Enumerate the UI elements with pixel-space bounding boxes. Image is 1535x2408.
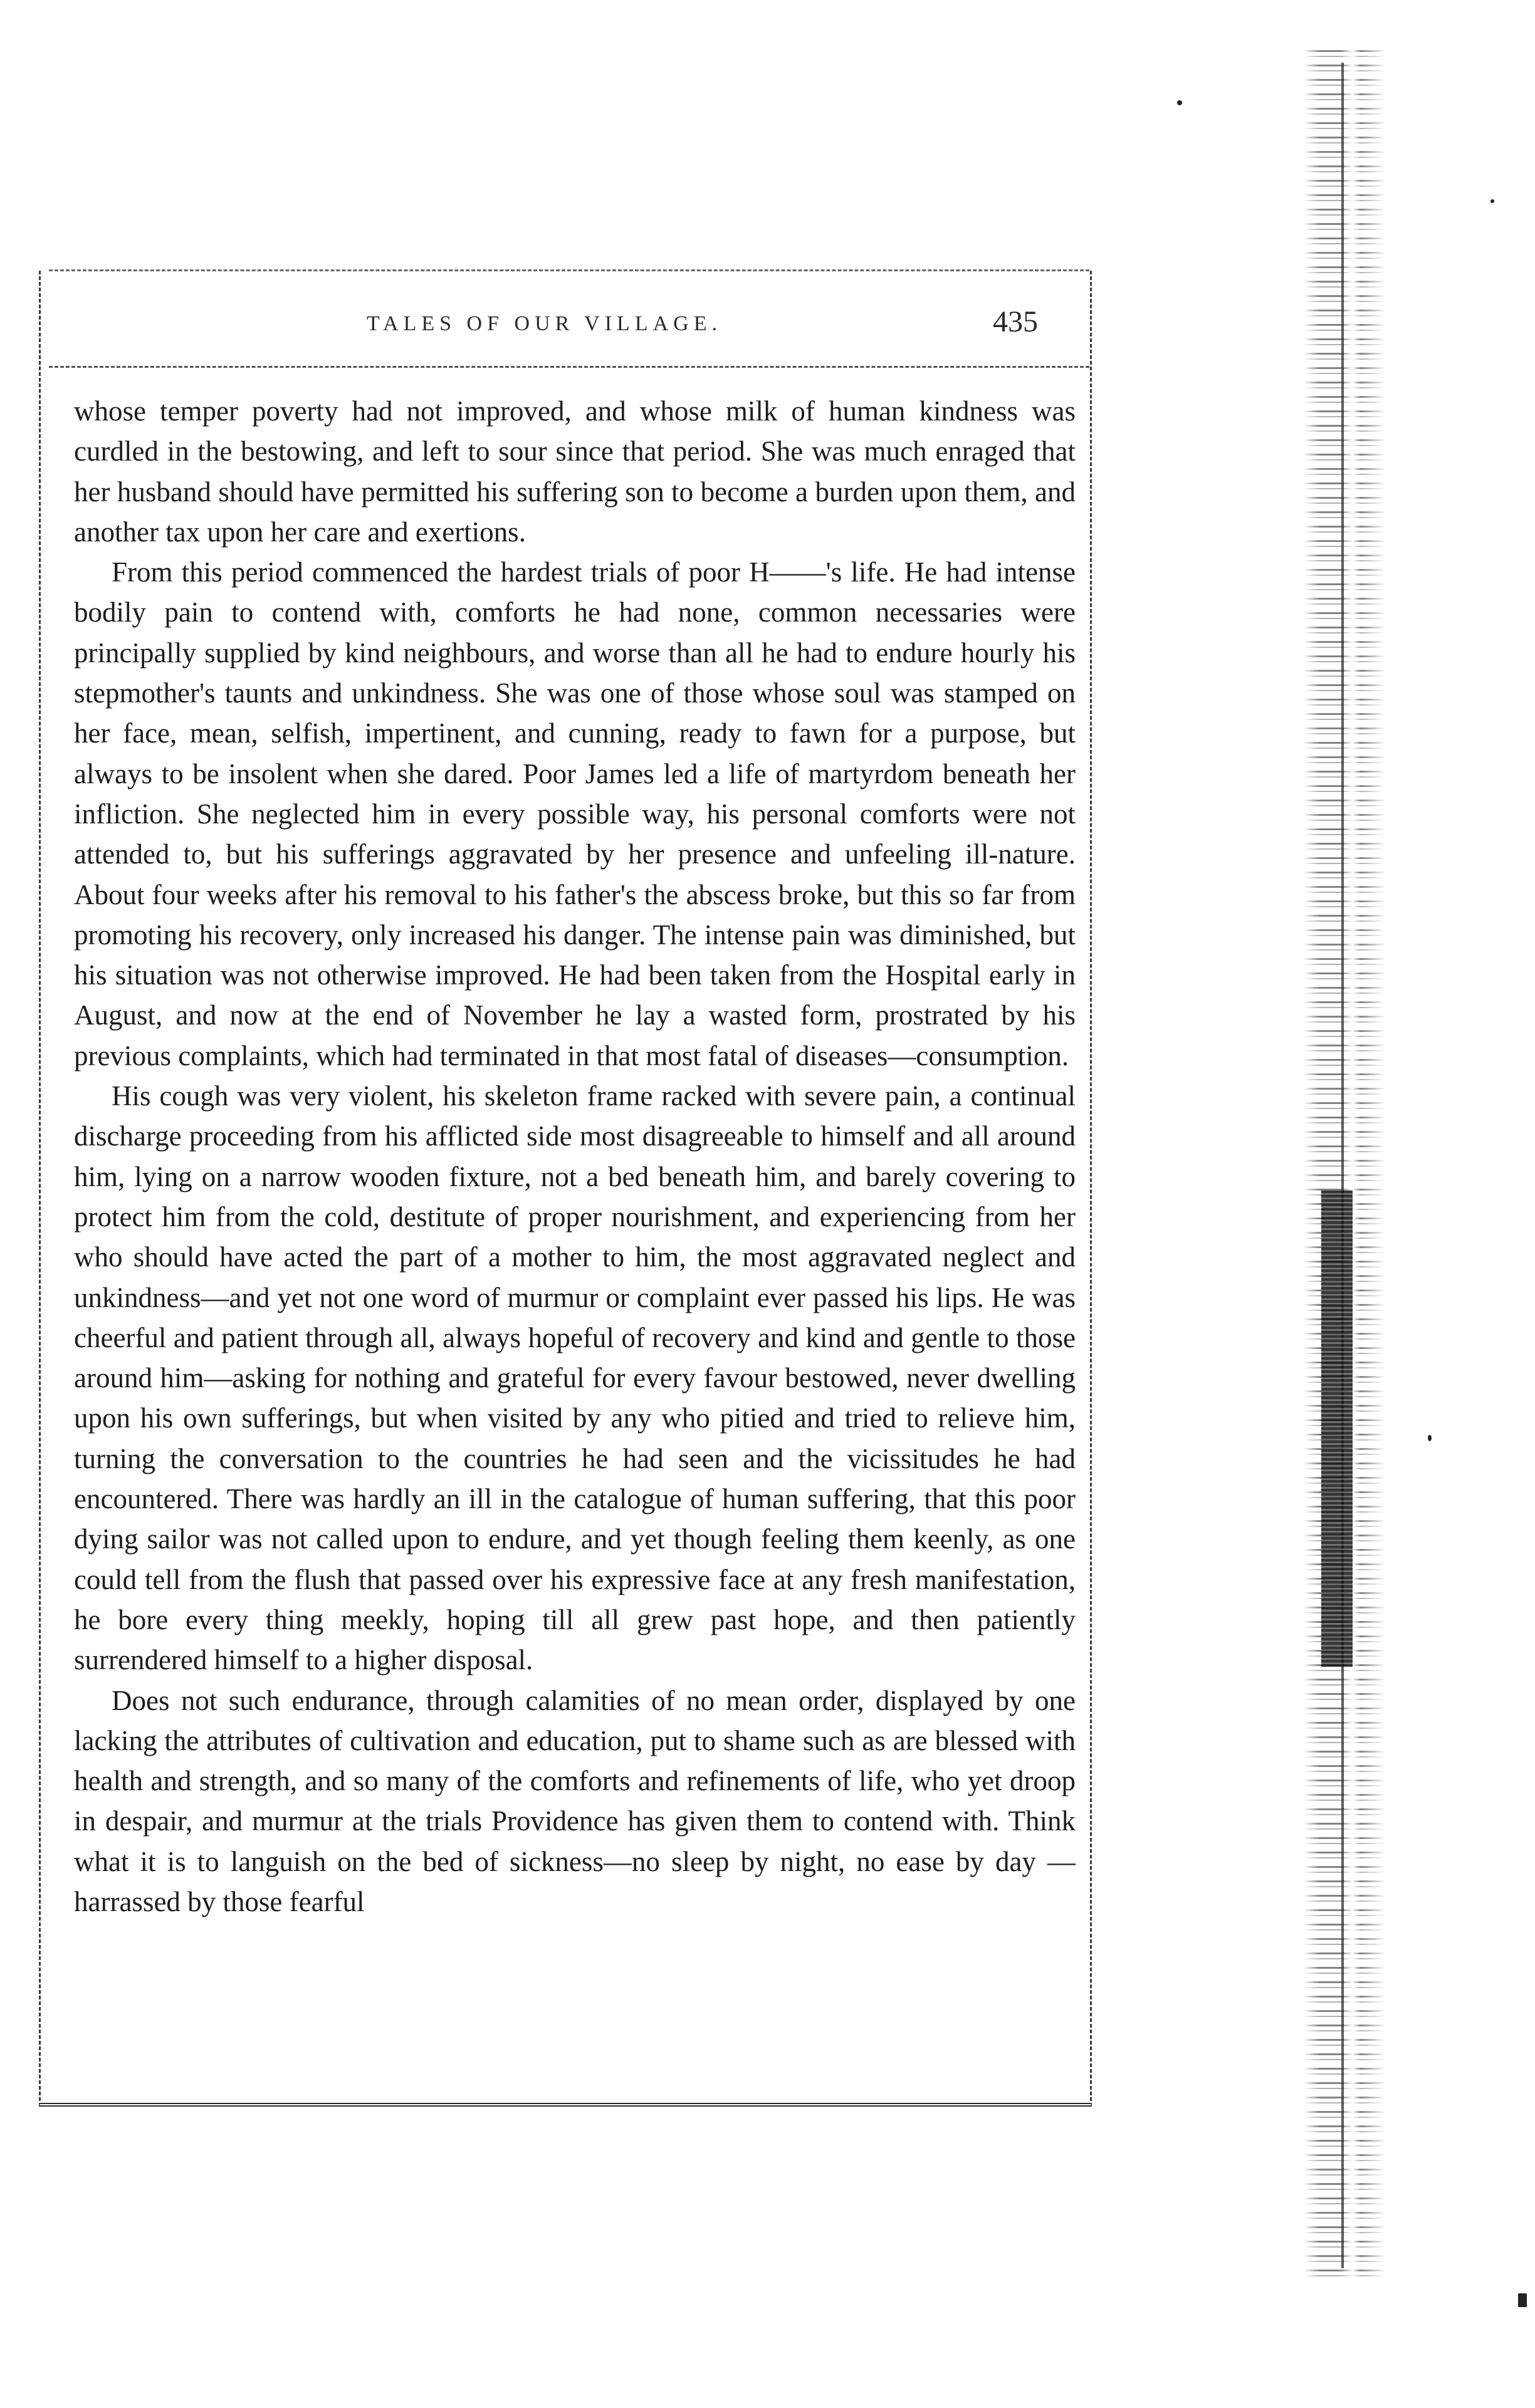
scan-gutter-dark-band: [1321, 1191, 1353, 1667]
paragraph-4: Does not such endurance, through calamities of no mean order, displayed by one lacking the attributes of cultivation and education, put to shame such as are blessed with health and strength, and so many of the comforts and refinements of life, who yet droop in despair, and murmur at the trials Providence has given them to contend with. Think what it is to languish on the bed of sickness—no sleep by night, no ease by day — harrassed by those fearful: [74, 1684, 1076, 1917]
running-head: TALES OF OUR VILLAGE.: [367, 312, 722, 335]
scan-speck: [1518, 2293, 1527, 2307]
scan-speck: [1177, 100, 1182, 105]
paragraph-3: His cough was very violent, his skeleton frame racked with severe pain, a continual discharge proceeding from his afflicted side most disagreeable to himself and all around him, lying on a narrow wooden fixture, not a bed beneath him, and barely covering to protect him from the cold, destitute of proper nourishment, and experiencing from her who should have acted the part of a mother to him, the most aggravated neglect and unkindness—and yet not one word of murmur or complaint ever passed his lips. He was cheerful and patient through all, always hopeful of recovery and kind and gentle to those around him—asking for nothing and grateful for every favour bestowed, never dwelling upon his own sufferings, but when visited by any who pitied and tried to relieve him, turning the conversation to the countries he had seen and the vicissitudes he had encountered. There was hardly an ill in the catalogue of human suffering, that this poor dying sailor was not called upon to endure, and yet though feeling them keenly, as one could tell from the flush that passed over his expressive face at any fresh manifestation, he bore every thing meekly, hoping till all grew past hope, and then patiently surrendered himself to a higher disposal.: [74, 1080, 1076, 1676]
paragraph-1: whose temper poverty had not improved, and whose milk of human kindness was curdled in the bestowing, and left to sour since that period. She was much enraged that her husband should have permitted his suffering son to become a burden upon them, and another tax upon her care and exertions.: [74, 395, 1076, 548]
scan-speck: [1490, 199, 1494, 203]
scan-speck: [1428, 1435, 1432, 1441]
scan-gutter-line: [1341, 63, 1344, 2268]
paragraph-2: From this period commenced the hardest trials of poor H——'s life. He had intense bodily pain to contend with, comforts he had none, common necessaries were principally supplied by kind neighbours, and worse than all he had to endure hourly his stepmother's taunts and unkindness. She was one of those whose soul was stamped on her face, mean, selfish, impertinent, and cunning, ready to fawn for a purpose, but always to be insolent when she dared. Poor James led a life of martyrdom beneath her infliction. She neglected him in every possible way, his personal comforts were not attended to, but his sufferings aggravated by her presence and unfeeling ill-nature. About four weeks after his removal to his father's the abscess broke, but this so far from promoting his recovery, only increased his danger. The intense pain was diminished, but his situation was not otherwise improved. He had been taken from the Hospital early in August, and now at the end of November he lay a wasted form, prostrated by his previous complaints, which had terminated in that most fatal of diseases—consumption.: [74, 556, 1076, 1071]
body-text: [74, 391, 1076, 1922]
page-number: 435: [993, 305, 1038, 338]
scan-gutter-noise: [1304, 50, 1385, 2281]
header-dashed-rule: [49, 366, 1089, 368]
